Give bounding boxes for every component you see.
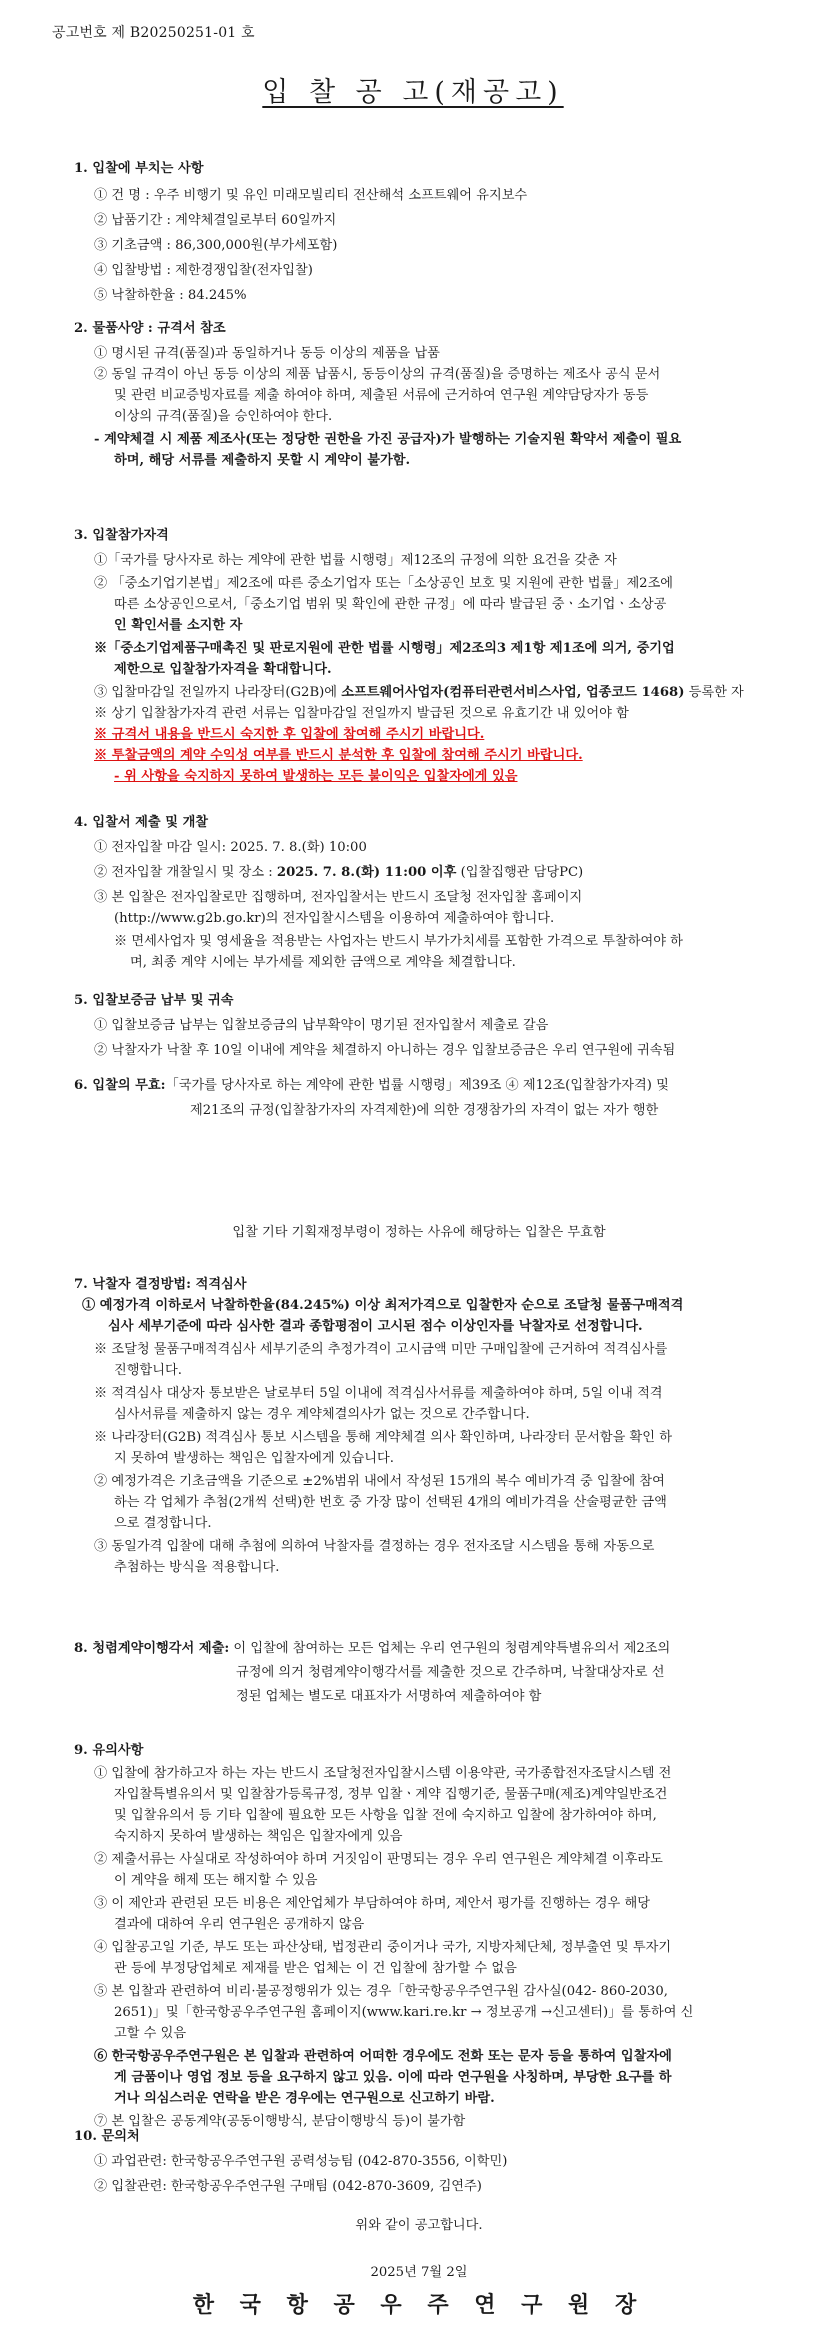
s9-item-1-line: 자입찰특별유의서 및 입찰참가등록규정, 정부 입찰ㆍ계약 집행기준, 물품구매(제조)계약일반조건 [114, 1787, 668, 1802]
s8-line-1: 8. 청렴계약이행각서 제출: 이 입찰에 참여하는 모든 업체는 우리 연구원의 청렴계약특별유의서 제2조의 [74, 1641, 671, 1656]
s4-item-3-line: ③ 본 입찰은 전자입찰로만 집행하며, 전자입찰서는 반드시 조달청 전자입찰 홈페이지 [94, 890, 583, 905]
s4-item-2: ② 전자입찰 개찰일시 및 장소 : 2025. 7. 8.(화) 11:00 이후 (입찰집행관 담당PC) [94, 865, 584, 880]
section-7 [74, 1274, 764, 1578]
s4-item-3-line: (http://www.g2b.go.kr)의 전자입찰시스템을 이용하여 제출하여야 합니다. [114, 911, 555, 926]
s9-item-1-line: 숙지하지 못하여 발생하는 책임은 입찰자에게 있음 [114, 1829, 403, 1844]
section-10-heading: 10. 문의처 [74, 2129, 140, 2144]
s4-note-line: ※ 면세사업자 및 영세율을 적용받는 사업자는 반드시 부가가치세를 포함한 가격으로 투찰하여야 하 [114, 934, 683, 949]
s9-item-4-line: ④ 입찰공고일 기준, 부도 또는 파산상태, 법정관리 중이거나 국가, 지방자체단체, 정부출연 및 투자기 [94, 1940, 672, 1955]
section-9-heading: 9. 유의사항 [74, 1743, 144, 1758]
s3-item-2-line: 따른 소상공인으로서,「중소기업 범위 및 확인에 관한 규정」에 따라 발급된 중ㆍ소기업ㆍ소상공 [114, 597, 667, 612]
s9-item-3-line: 결과에 대하여 우리 연구원은 공개하지 않음 [114, 1917, 365, 1932]
s2-item-2-line: 및 관련 비교증빙자료를 제출 하여야 하며, 제출된 서류에 근거하여 연구원 계약담당자가 동등 [114, 388, 649, 403]
s9-item-1-line: 및 입찰유의서 등 기타 입찰에 필요한 모든 사항을 입찰 전에 숙지하고 입찰에 참가하여야 하며, [114, 1808, 657, 1823]
s7-note-1-line: ※ 조달청 물품구매적격심사 세부기준의 추정가격이 고시금액 미만 구매입찰에 근거하여 적격심사를 [94, 1342, 668, 1357]
s7-item-1-line: ① 예정가격 이하로서 낙찰하한율(84.245%) 이상 최저가격으로 입찰한자 순으로 조달청 물품구매적격 [82, 1298, 684, 1313]
s9-item-5-line: 고할 수 있음 [114, 2026, 187, 2041]
s3-red-note-1: ※ 규격서 내용을 반드시 숙지한 후 입찰에 참여해 주시기 바랍니다. [94, 727, 485, 742]
s4-item-1: ① 전자입찰 마감 일시: 2025. 7. 8.(화) 10:00 [94, 840, 367, 855]
s9-item-6-line: 게 금품이나 영업 정보 등을 요구하지 않고 있음. 이에 따라 연구원을 사칭하며, 부당한 요구를 하 [114, 2070, 672, 2085]
s3-red-note-2: ※ 투찰금액의 계약 수익성 여부를 반드시 분석한 후 입찰에 참여해 주시기 바랍니다. [94, 748, 583, 763]
section-4-heading: 4. 입찰서 제출 및 개찰 [74, 815, 209, 830]
s2-item-2-line: ② 동일 규격이 아닌 동등 이상의 제품 납품시, 동등이상의 규격(품질)을 증명하는 제조사 공식 문서 [94, 367, 661, 382]
s7-item-3-line: 추첨하는 방식을 적용합니다. [114, 1560, 280, 1575]
notice-number: 공고번호 제 B20250251-01 호 [52, 25, 255, 41]
s3-item-2-line: 인 확인서를 소지한 자 [114, 618, 243, 633]
s2-bold-note: - 계약체결 시 제품 제조사(또는 정당한 권한을 가진 공급자)가 발행하는 기술지원 확약서 제출이 필요 [94, 432, 682, 447]
s9-item-1-line: ① 입찰에 참가하고자 하는 자는 반드시 조달청전자입찰시스템 이용약관, 국가종합전자조달시스템 전 [94, 1766, 672, 1781]
s7-item-2-line: 으로 결정합니다. [114, 1516, 212, 1531]
s8-line-3: 정된 업체는 별도로 대표자가 서명하여 제출하여야 함 [236, 1689, 542, 1704]
s4-note-line: 며, 최종 계약 시에는 부가세를 제외한 금액으로 계약을 체결합니다. [130, 955, 516, 970]
s9-item-6-line: 거나 의심스러운 연락을 받은 경우에는 연구원으로 신고하기 바람. [114, 2091, 495, 2106]
s1-item-2: ② 납품기간 : 계약체결일로부터 60일까지 [94, 213, 337, 228]
section-6 [74, 1075, 764, 1121]
section-4 [74, 812, 764, 973]
s5-item-2: ② 낙찰자가 낙찰 후 10일 이내에 계약을 체결하지 아니하는 경우 입찰보증금은 우리 연구원에 귀속됨 [94, 1043, 676, 1058]
s7-note-1-line: 진행합니다. [114, 1363, 182, 1378]
invalid-bid-line: 입찰 기타 기획재정부령이 정하는 사유에 해당하는 입찰은 무효함 [232, 1225, 606, 1240]
s3-item-2-line: ② 「중소기업기본법」제2조에 따른 중소기업자 또는「소상공인 보호 및 지원에 관한 법률」제2조에 [94, 576, 674, 591]
s3-note-2: ※ 상기 입찰참가자격 관련 서류는 입찰마감일 전일까지 발급된 것으로 유효기간 내 있어야 함 [94, 706, 629, 721]
s3-item-3: ③ 입찰마감일 전일까지 나라장터(G2B)에 소프트웨어사업자(컴퓨터관련서비스사업, 업종코드 1468) 등록한 자 [94, 685, 744, 700]
s9-item-6-line: ⑥ 한국항공우주연구원은 본 입찰과 관련하여 어떠한 경우에도 전화 또는 문자 등을 통하여 입찰자에 [94, 2049, 672, 2064]
s6-line-2: 제21조의 규정(입찰참가자의 자격제한)에 의한 경쟁참가의 자격이 없는 자가 행한 [190, 1103, 659, 1118]
s2-item-1: ① 명시된 규격(품질)과 동일하거나 동등 이상의 제품을 납품 [94, 346, 440, 361]
s9-item-5-line: ⑤ 본 입찰과 관련하여 비리·불공정행위가 있는 경우「한국항공우주연구원 감사실(042- 860-2030, [94, 1984, 668, 1999]
s9-item-3-line: ③ 이 제안과 관련된 모든 비용은 제안업체가 부담하여야 하며, 제안서 평가를 진행하는 경우 해당 [94, 1896, 650, 1911]
s3-item-1: ①「국가를 당사자로 하는 계약에 관한 법률 시행령」제12조의 규정에 의한 요건을 갖춘 자 [94, 553, 617, 568]
s7-note-3-line: 지 못하여 발생하는 책임은 입찰자에게 있습니다. [114, 1451, 394, 1466]
s9-item-5-line: 2651)」및「한국항공우주연구원 홈페이지(www.kari.re.kr → 정보공개 →신고센터)」를 통하여 신 [114, 2005, 694, 2020]
s9-item-2-line: ② 제출서류는 사실대로 작성하여야 하며 거짓임이 판명되는 경우 우리 연구원은 계약체결 이후라도 [94, 1852, 663, 1867]
signature: 한 국 항 공 우 주 연 구 원 장 [192, 2292, 646, 2318]
section-3 [74, 525, 764, 787]
section-8 [74, 1638, 764, 1707]
s1-item-3: ③ 기초금액 : 86,300,000원(부가세포함) [94, 238, 338, 253]
s5-item-1: ① 입찰보증금 납부는 입찰보증금의 납부확약이 명기된 전자입찰서 제출로 갈음 [94, 1018, 549, 1033]
s7-item-1-line: 심사 세부기준에 따라 심사한 결과 종합평점이 고시된 점수 이상인자를 낙찰자로 선정합니다. [108, 1319, 643, 1334]
s7-note-2-line: ※ 적격심사 대상자 통보받은 날로부터 5일 이내에 적격심사서류를 제출하여야 하며, 5일 이내 적격 [94, 1386, 663, 1401]
s7-note-3-line: ※ 나라장터(G2B) 적격심사 통보 시스템을 통해 계약체결 의사 확인하며, 나라장터 문서함을 확인 하 [94, 1430, 672, 1445]
s7-note-2-line: 심사서류를 제출하지 않는 경우 계약체결의사가 없는 것으로 간주합니다. [114, 1407, 530, 1422]
s10-item-2: ② 입찰관련: 한국항공우주연구원 구매팀 (042-870-3609, 김연주) [94, 2179, 482, 2194]
section-7-heading: 7. 낙찰자 결정방법: 적격심사 [74, 1277, 247, 1292]
s7-item-3-line: ③ 동일가격 입찰에 대해 추첨에 의하여 낙찰자를 결정하는 경우 전자조달 시스템을 통해 자동으로 [94, 1539, 655, 1554]
s3-bold-note: ※「중소기업제품구매촉진 및 판로지원에 관한 법률 시행령」제2조의3 제1항 제1조에 의거, 중기업 [94, 641, 675, 656]
section-2-heading: 2. 물품사양 : 규격서 참조 [74, 321, 226, 336]
notice-date: 2025년 7월 2일 [370, 2265, 468, 2280]
section-9 [74, 1740, 764, 2132]
s3-red-note-3: - 위 사항을 숙지하지 못하여 발생하는 모든 불이익은 입찰자에게 있음 [114, 769, 518, 784]
s7-item-2-line: 하는 각 업체가 추첨(2개씩 선택)한 번호 중 가장 많이 선택된 4개의 예비가격을 산술평균한 금액 [114, 1495, 667, 1510]
s1-item-1: ① 건 명 : 우주 비행기 및 유인 미래모빌리티 전산해석 소프트웨어 유지보수 [94, 188, 528, 203]
section-10 [74, 2126, 764, 2197]
s9-item-4-line: 관 등에 부정당업체로 제재를 받은 업체는 이 건 입찰에 참가할 수 없음 [114, 1961, 517, 1976]
page-title: 입 찰 공 고(재공고) [262, 77, 564, 108]
section-1 [74, 158, 764, 306]
s6-line-1: 6. 입찰의 무효:「국가를 당사자로 하는 계약에 관한 법률 시행령」제39조 ④ 제12조(입찰참가자격) 및 [74, 1078, 669, 1093]
section-3-heading: 3. 입찰참가자격 [74, 528, 169, 543]
s10-item-1: ① 과업관련: 한국항공우주연구원 공력성능팀 (042-870-3556, 이학민) [94, 2154, 508, 2169]
section-5-heading: 5. 입찰보증금 납부 및 귀속 [74, 993, 234, 1008]
s2-bold-note: 하며, 해당 서류를 제출하지 못할 시 계약이 불가함. [114, 453, 411, 468]
s2-item-2-line: 이상의 규격(품질)을 승인하여야 한다. [114, 409, 333, 424]
s8-line-2: 규정에 의거 청렴계약이행각서를 제출한 것으로 간주하며, 낙찰대상자로 선 [236, 1665, 665, 1680]
section-5 [74, 990, 764, 1061]
s9-item-2-line: 이 계약을 해제 또는 해지할 수 있음 [114, 1873, 318, 1888]
section-1-heading: 1. 입찰에 부치는 사항 [74, 161, 204, 176]
s3-bold-note: 제한으로 입찰참가자격을 확대합니다. [114, 662, 332, 677]
s1-item-5: ⑤ 낙찰하한율 : 84.245% [94, 288, 247, 303]
s9-item-7: ⑦ 본 입찰은 공동계약(공동이행방식, 분담이행방식 등)이 불가함 [94, 2114, 466, 2129]
section-2 [74, 318, 764, 471]
s1-item-4: ④ 입찰방법 : 제한경쟁입찰(전자입찰) [94, 263, 313, 278]
s7-item-2-line: ② 예정가격은 기초금액을 기준으로 ±2%범위 내에서 작성된 15개의 복수 예비가격 중 입찰에 참여 [94, 1474, 665, 1489]
closing-statement: 위와 같이 공고합니다. [355, 2218, 483, 2233]
